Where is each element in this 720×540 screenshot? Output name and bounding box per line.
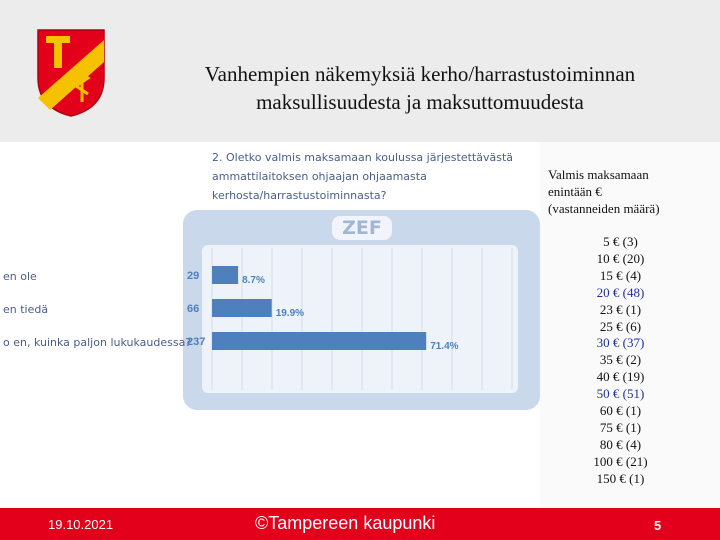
category-label: o en, kuinka paljon lukukaudessa?	[3, 336, 192, 349]
price-item: 10 € (20)	[596, 250, 645, 266]
price-item: 150 € (1)	[596, 470, 645, 486]
price-item: 15 € (4)	[599, 267, 642, 283]
question-line-2: ammattilaitoksen ohjaajan ohjaamasta	[212, 170, 427, 183]
count-label: 237	[187, 336, 206, 348]
title-line-2: maksullisuudesta ja maksuttomuudesta	[256, 90, 584, 114]
price-item: 5 € (3)	[603, 234, 638, 249]
tampere-coat-of-arms-icon	[36, 28, 106, 118]
slide-header	[0, 0, 720, 142]
value-label: 71.4%	[430, 341, 459, 352]
count-label: 66	[187, 303, 200, 315]
page-number: 5	[654, 518, 662, 533]
page-title	[130, 60, 710, 116]
price-item: 25 € (6)	[599, 318, 642, 334]
price-item: 35 € (2)	[599, 352, 642, 368]
count-label: 29	[187, 270, 200, 282]
price-item: 20 € (48)	[596, 284, 645, 300]
zef-logo: ZEF	[332, 216, 392, 240]
chart-plot-area	[202, 245, 518, 393]
footer-org: ©Tampereen kaupunki	[255, 513, 436, 533]
price-item: 75 € (1)	[599, 419, 642, 435]
category-label: en ole	[3, 270, 37, 283]
footer-bar	[0, 508, 720, 540]
price-item: 80 € (4)	[599, 436, 642, 452]
price-items	[578, 234, 663, 488]
price-item: 100 € (21)	[593, 453, 648, 469]
heading-line-2: enintään €	[548, 184, 602, 199]
title-line-1: Vanhempien näkemyksiä kerho/harrastustoiminnan	[204, 62, 636, 86]
price-list-heading	[548, 166, 698, 217]
footer-date: 19.10.2021	[48, 517, 114, 532]
price-item: 40 € (19)	[596, 369, 645, 385]
price-list	[548, 166, 698, 486]
price-item: 60 € (1)	[599, 403, 642, 419]
question-line-1: 2. Oletko valmis maksamaan koulussa järjestettävästä	[212, 151, 514, 164]
question-text	[212, 148, 532, 205]
price-item: 30 € (37)	[596, 335, 645, 351]
heading-line-3: (vastanneiden määrä)	[548, 201, 660, 216]
price-item: 50 € (51)	[596, 386, 645, 402]
heading-line-1: Valmis maksamaan	[548, 167, 649, 182]
price-item: 23 € (1)	[599, 301, 642, 317]
value-label: 19.9%	[275, 308, 305, 319]
category-label: en tiedä	[3, 303, 49, 316]
value-label: 8.7%	[242, 275, 265, 286]
question-line-3: kerhosta/harrastustoiminnasta?	[212, 189, 387, 202]
